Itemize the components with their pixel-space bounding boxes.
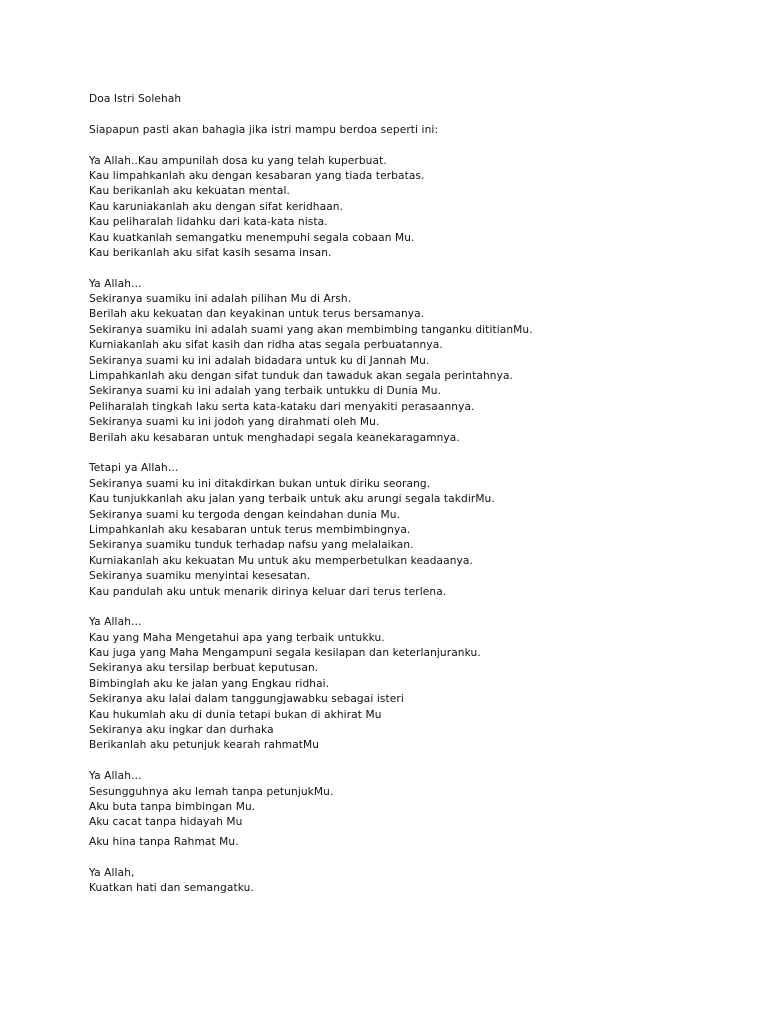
stanza-1: [89, 154, 729, 262]
text-line: Sekiranya suamiku ini adalah pilihan Mu di Arsh.: [89, 293, 352, 306]
intro-text: Siapapun pasti akan bahagia jika istri mampu berdoa seperti ini:: [89, 123, 439, 136]
text-line: Sekiranya suami ku ini adalah bidadara untuk ku di Jannah Mu.: [89, 354, 430, 367]
text-line: Kau hukumlah aku di dunia tetapi bukan di akhirat Mu: [89, 708, 382, 721]
text-line: Ya Allah…: [89, 616, 142, 629]
text-line: Berikanlah aku petunjuk kearah rahmatMu: [89, 739, 320, 752]
text-line: Kau pandulah aku untuk menarik dirinya keluar dari terus terlena.: [89, 585, 447, 598]
document-body: [89, 92, 729, 896]
text-line: Sekiranya suamiku menyintai kesesatan.: [89, 570, 311, 583]
text-line: Ya Allah…: [89, 277, 142, 290]
stanza-6: [89, 866, 729, 897]
stanza-4: [89, 615, 729, 754]
text-line: Sekiranya aku lalai dalam tanggungjawabku sebagai isteri: [89, 693, 404, 706]
text-line: Sekiranya suamiku ini adalah suami yang akan membimbing tanganku dititianMu.: [89, 323, 533, 336]
text-line: Kau berikanlah aku kekuatan mental.: [89, 185, 290, 198]
text-line: Kau peliharalah lidahku dari kata-kata nista.: [89, 216, 328, 229]
text-line: Kurniakanlah aku kekuatan Mu untuk aku memperbetulkan keadaanya.: [89, 554, 473, 567]
stanza-3: [89, 461, 729, 600]
text-line: Kau yang Maha Mengetahui apa yang terbaik untukku.: [89, 631, 385, 644]
text-line: Tetapi ya Allah…: [89, 462, 179, 475]
text-line: Ya Allah,: [89, 866, 135, 879]
text-line: Kau berikanlah aku sifat kasih sesama insan.: [89, 246, 332, 259]
text-line: Sekiranya aku tersilap berbuat keputusan.: [89, 662, 319, 675]
stanza-2: [89, 277, 729, 446]
text-line: Kau limpahkanlah aku dengan kesabaran yang tiada terbatas.: [89, 169, 425, 182]
text-line: Berilah aku kesabaran untuk menghadapi segala keanekaragamnya.: [89, 431, 460, 444]
text-line: Aku hina tanpa Rahmat Mu.: [89, 835, 239, 848]
text-line: Berilah aku kekuatan dan keyakinan untuk terus bersamanya.: [89, 308, 425, 321]
text-line: Sekiranya suami ku ini ditakdirkan bukan untuk diriku seorang.: [89, 477, 431, 490]
text-line: Kuatkan hati dan semangatku.: [89, 881, 254, 894]
text-line: Sekiranya suamiku tunduk terhadap nafsu yang melalaikan.: [89, 539, 414, 552]
text-line: Ya Allah..Kau ampunilah dosa ku yang telah kuperbuat.: [89, 154, 387, 167]
text-line: Sekiranya suami ku ini jodoh yang dirahmati oleh Mu.: [89, 416, 380, 429]
text-line: Limpahkanlah aku dengan sifat tunduk dan tawaduk akan segala perintahnya.: [89, 370, 513, 383]
text-line: Sekiranya suami ku ini adalah yang terbaik untukku di Dunia Mu.: [89, 385, 441, 398]
text-line: Aku buta tanpa bimbingan Mu.: [89, 800, 256, 813]
text-line: Limpahkanlah aku kesabaran untuk terus membimbingnya.: [89, 523, 411, 536]
text-line: Sekiranya aku ingkar dan durhaka: [89, 724, 274, 737]
text-line: Kau juga yang Maha Mengampuni segala kesilapan dan keterlanjuranku.: [89, 647, 481, 660]
text-line: Sekiranya suami ku tergoda dengan keindahan dunia Mu.: [89, 508, 401, 521]
text-line: Peliharalah tingkah laku serta kata-kataku dari menyakiti perasaannya.: [89, 400, 475, 413]
text-line: Kurniakanlah aku sifat kasih dan ridha atas segala perbuatannya.: [89, 339, 443, 352]
text-line: Ya Allah…: [89, 770, 142, 783]
stanza-5: [89, 769, 729, 850]
text-line: Aku cacat tanpa hidayah Mu: [89, 816, 243, 829]
text-line: Bimbinglah aku ke jalan yang Engkau ridhai.: [89, 677, 330, 690]
document-title: Doa Istri Solehah: [89, 93, 182, 105]
text-line: Kau karuniakanlah aku dengan sifat keridhaan.: [89, 200, 344, 213]
text-line: Kau kuatkanlah semangatku menempuhi segala cobaan Mu.: [89, 231, 415, 244]
text-line: Sesungguhnya aku lemah tanpa petunjukMu.: [89, 785, 334, 798]
text-line: Kau tunjukkanlah aku jalan yang terbaik untuk aku arungi segala takdirMu.: [89, 493, 495, 506]
